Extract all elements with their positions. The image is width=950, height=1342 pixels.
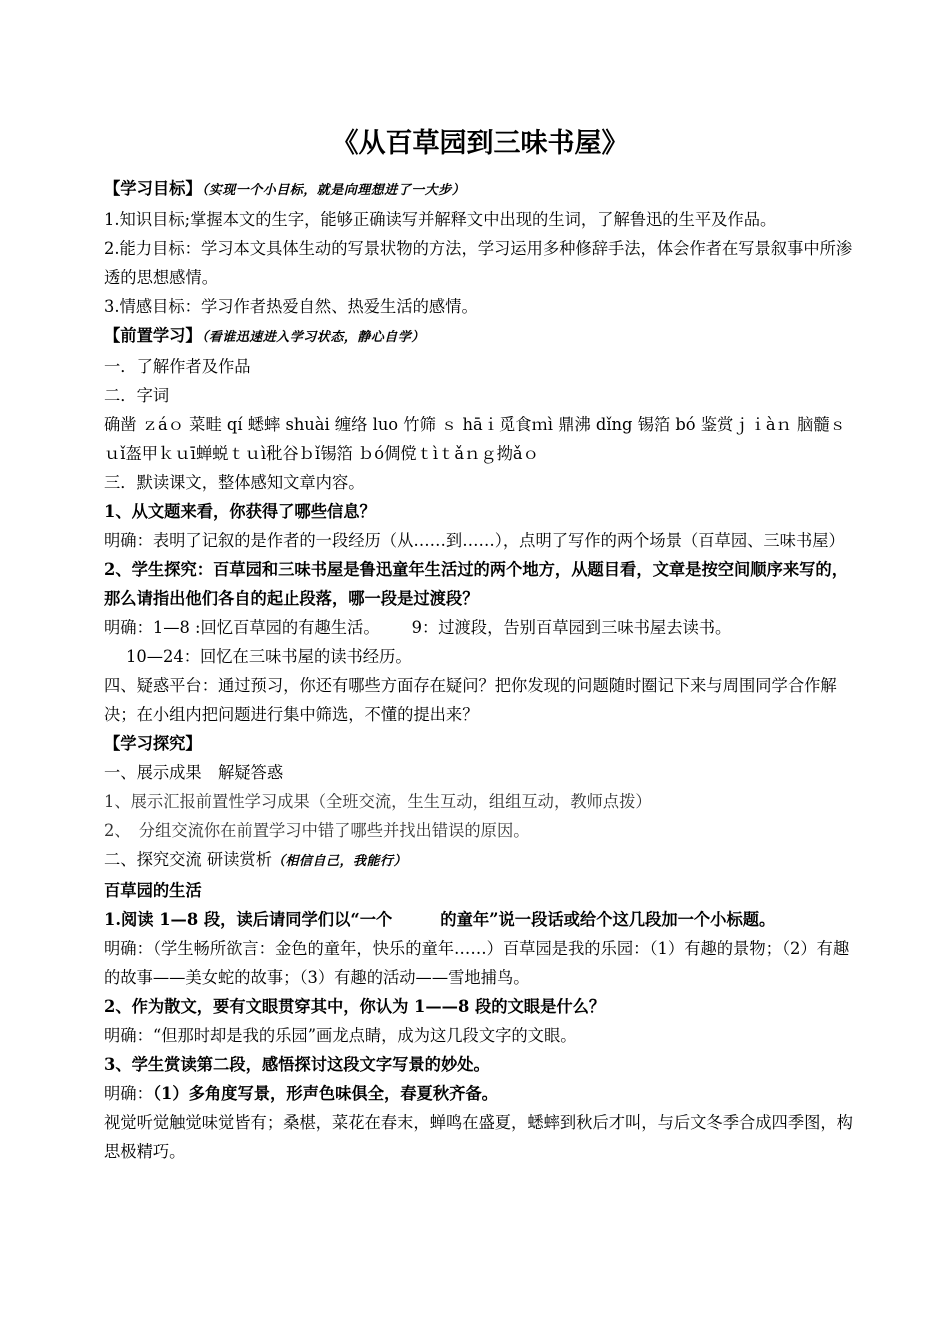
section-baicaoyuan: 百草园的生活: [104, 881, 202, 900]
answer-2a-part2: 9：过渡段，告别百草园到三味书屋去读书。: [411, 618, 732, 637]
document-title: 《从百草园到三味书屋》: [331, 128, 629, 159]
doubt-platform: 四、疑惑平台：通过预习，你还有哪些方面存在疑问？把你发现的问题随时圈记下来与周围同学合作解决；在小组内把问题进行集中筛选，不懂的提出来？: [104, 676, 837, 724]
explore-item-2-note: （相信自己，我能行）: [272, 854, 408, 869]
answer-5-point: （1）多角度写景，形声色味俱全，春夏秋齐备。: [152, 1084, 498, 1103]
pre-study-heading-text: 【前置学习】: [104, 326, 202, 345]
goal-emotion: 3.情感目标：学习作者热爱自然、热爱生活的感情。: [104, 297, 478, 316]
pre-study-note: （看谁迅速进入学习状态，静心自学）: [201, 330, 425, 345]
goal-knowledge: 1.知识目标;掌握本文的生字，能够正确读写并解释文中出现的生词，了解鲁迅的生平及作品。: [104, 210, 777, 229]
goals-heading-text: 【学习目标】: [104, 179, 202, 198]
question-3-part2: 的童年”说一段话或给个这几段加一个小标题。: [440, 910, 776, 929]
question-2: 2、学生探究：百草园和三味书屋是鲁迅童年生活过的两个地方，从题目看，文章是按空间顺序来写的，那么请指出他们各自的起止段落，哪一段是过渡段？: [104, 560, 848, 608]
answer-5: [104, 1079, 856, 1108]
question-5: 3、学生赏读第二段，感悟探讨这段文字写景的妙处。: [104, 1055, 490, 1074]
answer-2a: [104, 613, 856, 642]
answer-5-label: 明确：: [104, 1084, 153, 1103]
pre-item-word-list: 确凿 ｚáｏ 菜畦 qí 蟋蟀 shuài 缠络 luo 竹筛 ｓ hāｉ觅食ｍì 鼎沸 dǐng 锡箔 bó 鉴赏ｊｉàｎ 脑髓ｓｕǐ盔甲ｋｕī蝉蜕ｔｕì秕谷ｂǐ锡箔 ｂó倜傥ｔìｔǎｎｇ拗ǎｏ: [104, 415, 846, 463]
question-4: 2、作为散文，要有文眼贯穿其中，你认为 1——8 段的文眼是什么？: [104, 997, 606, 1016]
answer-2b: 10—24：回忆在三味书屋的读书经历。: [126, 647, 412, 666]
goals-note: （实现一个小目标，就是向理想进了一大步）: [201, 183, 466, 198]
document-page: [104, 124, 856, 1166]
pre-item-words: 二．字词: [104, 386, 170, 405]
question-3-part1: 1.阅读 1—8 段，读后请同学们以“一个: [104, 910, 393, 929]
answer-4: 明确：“但那时却是我的乐园”画龙点睛，成为这几段文字的文眼。: [104, 1026, 577, 1045]
answer-5-detail: 视觉听觉触觉味觉皆有；桑椹，菜花在春末，蝉鸣在盛夏，蟋蟀到秋后才叫，与后文冬季合成四季图，构思极精巧。: [104, 1113, 853, 1161]
answer-3: 明确：（学生畅所欲言：金色的童年，快乐的童年……）百草园是我的乐园：（1）有趣的景物；（2）有趣的故事——美女蛇的故事；（3）有趣的活动——雪地捕鸟。: [104, 939, 850, 987]
goals-heading: [104, 174, 856, 205]
question-1: 1、从文题来看，你获得了哪些信息？: [104, 502, 376, 521]
explore-item-1: 一、展示成果 解疑答惑: [104, 763, 284, 782]
explore-heading: 【学习探究】: [104, 734, 202, 753]
explore-item-1-2: 2、 分组交流你在前置学习中错了哪些并找出错误的原因。: [104, 821, 530, 840]
goal-ability: 2.能力目标：学习本文具体生动的写景状物的方法，学习运用多种修辞手法，体会作者在写景叙事中所渗透的思想感情。: [104, 239, 853, 287]
pre-study-heading: [104, 321, 856, 352]
explore-item-2: [104, 845, 856, 876]
question-3: [104, 905, 856, 934]
answer-1: 明确：表明了记叙的是作者的一段经历（从……到……），点明了写作的两个场景（百草园、三味书屋）: [104, 531, 845, 550]
pre-item-reading: 三．默读课文，整体感知文章内容。: [104, 473, 365, 492]
explore-item-1-1: 1、展示汇报前置性学习成果（全班交流，生生互动，组组互动，教师点拨）: [104, 792, 652, 811]
answer-2a-part1: 明确：1—8 :回忆百草园的有趣生活。: [104, 618, 380, 637]
explore-item-2-text: 二、探究交流 研读赏析: [104, 850, 272, 869]
pre-item-author: 一．了解作者及作品: [104, 357, 251, 376]
